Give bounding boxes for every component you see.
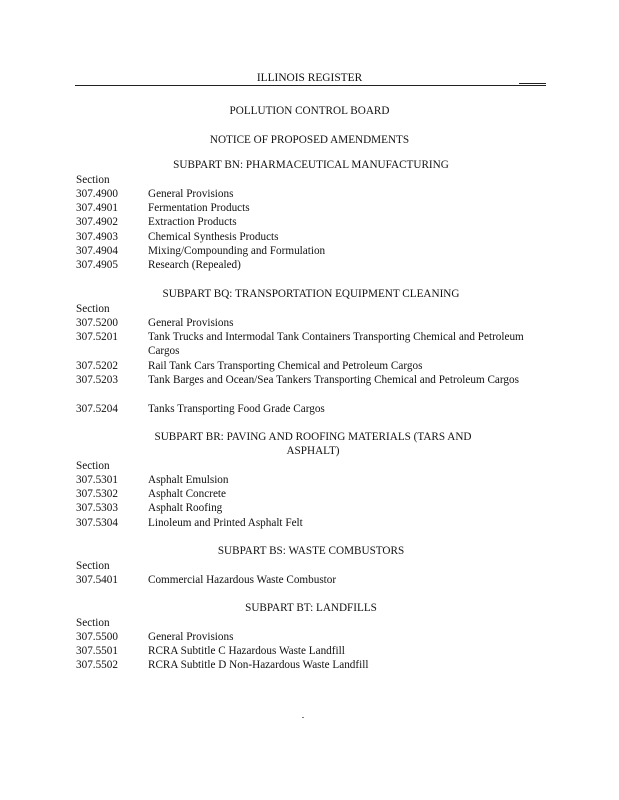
section-title: Extraction Products <box>148 216 237 228</box>
subpart-heading-bn: SUBPART BN: PHARMACEUTICAL MANUFACTURING <box>173 159 449 171</box>
section-column-label: Section <box>76 560 110 572</box>
section-title: Tanks Transporting Food Grade Cargos <box>148 403 325 415</box>
section-number: 307.5201 <box>76 331 118 343</box>
section-title: Chemical Synthesis Products <box>148 231 279 243</box>
section-title: Tank Barges and Ocean/Sea Tankers Transporting Chemical and Petroleum Cargos <box>148 374 519 386</box>
section-title: RCRA Subtitle D Non-Hazardous Waste Landfill <box>148 659 369 671</box>
section-number: 307.4902 <box>76 216 118 228</box>
section-title: RCRA Subtitle C Hazardous Waste Landfill <box>148 645 345 657</box>
subpart-heading-br: SUBPART BR: PAVING AND ROOFING MATERIALS (TARS AND ASPHALT) <box>154 431 472 458</box>
header-rule <box>75 85 546 86</box>
section-column-label: Section <box>76 460 110 472</box>
section-title: General Provisions <box>148 188 234 200</box>
section-number: 307.5200 <box>76 317 118 329</box>
section-column-label: Section <box>76 617 110 629</box>
section-number: 307.5203 <box>76 374 118 386</box>
section-title: Mixing/Compounding and Formulation <box>148 245 326 257</box>
section-title: Asphalt Emulsion <box>148 474 229 486</box>
subpart-heading-bs: SUBPART BS: WASTE COMBUSTORS <box>217 545 405 557</box>
section-title: Rail Tank Cars Transporting Chemical and Petroleum Cargos <box>148 360 423 372</box>
section-number: 307.5303 <box>76 502 118 514</box>
page-mark <box>302 717 304 718</box>
section-title: Tank Trucks and Intermodal Tank Containers Transporting Chemical and Petroleum Cargos <box>148 331 524 358</box>
section-number: 307.5304 <box>76 517 118 529</box>
section-title: Asphalt Concrete <box>148 488 226 500</box>
section-number: 307.4904 <box>76 245 118 257</box>
section-title: General Provisions <box>148 317 234 329</box>
section-title: Commercial Hazardous Waste Combustor <box>148 574 337 586</box>
section-number: 307.5202 <box>76 360 118 372</box>
section-number: 307.5502 <box>76 659 118 671</box>
section-number: 307.5500 <box>76 631 118 643</box>
section-title: Linoleum and Printed Asphalt Felt <box>148 517 303 529</box>
header-rule-stub <box>519 83 546 84</box>
section-number: 307.4903 <box>76 231 118 243</box>
section-number: 307.4905 <box>76 259 118 271</box>
section-number: 307.4900 <box>76 188 118 200</box>
section-title: Fermentation Products <box>148 202 250 214</box>
section-number: 307.5501 <box>76 645 118 657</box>
section-number: 307.5401 <box>76 574 118 586</box>
section-title: General Provisions <box>148 631 234 643</box>
agency-title: POLLUTION CONTROL BOARD <box>229 105 390 117</box>
section-column-label: Section <box>76 174 110 186</box>
section-title: Research (Repealed) <box>148 259 241 271</box>
section-column-label: Section <box>76 303 110 315</box>
subpart-heading-bt: SUBPART BT: LANDFILLS <box>245 602 377 614</box>
notice-title: NOTICE OF PROPOSED AMENDMENTS <box>209 134 410 146</box>
section-number: 307.5302 <box>76 488 118 500</box>
section-number: 307.5204 <box>76 403 118 415</box>
subpart-heading-bq: SUBPART BQ: TRANSPORTATION EQUIPMENT CLEANING <box>162 288 460 300</box>
section-title: Asphalt Roofing <box>148 502 223 514</box>
section-number: 307.5301 <box>76 474 118 486</box>
register-title: ILLINOIS REGISTER <box>256 72 363 84</box>
section-number: 307.4901 <box>76 202 118 214</box>
